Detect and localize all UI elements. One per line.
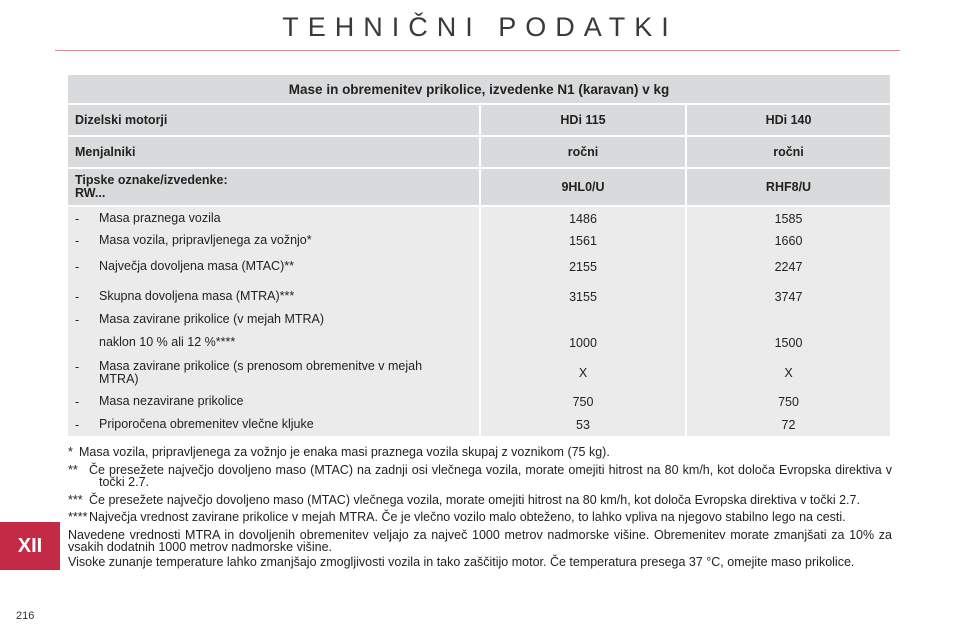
table-row (68, 311, 890, 329)
footnotes (68, 446, 892, 570)
row-value-hdi140 (686, 311, 890, 329)
row-value-hdi140: 1585 (686, 206, 890, 230)
row-value-hdi115: 1000 (480, 329, 686, 357)
footnote-text: Če presežete največjo dovoljeno maso (MTAC) vlečnega vozila, morate omejiti hitrost na 80 km/h, kot določa Evropska direktiva v točki 2.7. (89, 492, 860, 507)
table-row (68, 389, 890, 414)
row-label: Največja dovoljena masa (MTAC)** (99, 259, 294, 273)
row-value-hdi140: 1500 (686, 329, 890, 357)
row-dash: - (75, 418, 80, 432)
header-value-hdi140: RHF8/U (686, 168, 890, 206)
mass-table (68, 75, 890, 436)
table-row (68, 252, 890, 282)
table-row (68, 329, 890, 357)
row-dash: - (75, 211, 80, 226)
footnote (68, 494, 892, 507)
row-label: Masa nezavirane prikolice (99, 393, 244, 408)
row-value-hdi115: X (480, 357, 686, 389)
table-row (68, 414, 890, 436)
table-caption: Mase in obremenitev prikolice, izvedenke N1 (karavan) v kg (68, 75, 890, 104)
row-label-cell (68, 357, 480, 389)
footnote (68, 446, 892, 459)
row-value-hdi140: X (686, 357, 890, 389)
chapter-badge: XII (0, 522, 60, 570)
header-value-hdi140: HDi 140 (686, 104, 890, 136)
row-label: Masa vozila, pripravljenega za vožnjo* (99, 233, 312, 247)
row-value-hdi115: 2155 (480, 252, 686, 282)
header-label: Tipske oznake/izvedenke: RW... (68, 168, 480, 206)
row-label-cell (68, 252, 480, 282)
row-value-hdi140: 2247 (686, 252, 890, 282)
table-header-row (68, 168, 890, 206)
table-row (68, 357, 890, 389)
row-label: Priporočena obremenitev vlečne kljuke (99, 417, 314, 431)
row-dash: - (75, 289, 80, 304)
table-header-row (68, 136, 890, 168)
body-paragraph: Navedene vrednosti MTRA in dovoljenih obremenitev veljajo za največ 1000 metrov nadmorske višine. Obremenitev morate zmanjšati za 10% za vsakih dodatnih 1000 metrov nadmorske višine. (68, 527, 892, 554)
row-value-hdi140: 1660 (686, 230, 890, 252)
row-label-cell (68, 230, 480, 252)
row-label-cell (68, 414, 480, 436)
page-title: TEHNIČNI PODATKI (282, 12, 678, 42)
table-header-row (68, 104, 890, 136)
row-label: Masa zavirane prikolice (v mejah MTRA) (99, 312, 325, 326)
footnote (68, 464, 892, 489)
row-label-cell (68, 329, 480, 357)
row-dash: - (75, 313, 80, 327)
header-value-hdi115: HDi 115 (480, 104, 686, 136)
row-value-hdi115: 1561 (480, 230, 686, 252)
header-label: Dizelski motorji (68, 104, 480, 136)
row-dash: - (75, 394, 80, 409)
row-value-hdi140: 750 (686, 389, 890, 414)
row-value-hdi115: 1486 (480, 206, 686, 230)
row-dash: - (75, 260, 80, 274)
body-paragraph: Visoke zunanje temperature lahko zmanjšajo zmogljivosti vozila in tako zaščitijo motor. Če temperatura presega 37 °C, omejite maso prikolice. (68, 554, 855, 569)
header-value-hdi140: ročni (686, 136, 890, 168)
footnote-text: Največja vrednost zavirane prikolice v mejah MTRA. Če je vlečno vozilo malo obteženo, to lahko vpliva na njegovo stabilno lego na cesti. (89, 510, 846, 524)
title-divider (55, 50, 900, 51)
footnote-marker: ** (68, 462, 78, 477)
table-row (68, 282, 890, 311)
table-row (68, 230, 890, 252)
row-label-cell (68, 206, 480, 230)
footnote-marker: * (68, 445, 73, 459)
row-value-hdi115 (480, 311, 686, 329)
row-dash: - (75, 234, 80, 248)
row-value-hdi140: 3747 (686, 282, 890, 311)
row-label-cell (68, 282, 480, 311)
row-dash: - (75, 360, 80, 374)
table-row (68, 206, 890, 230)
row-value-hdi115: 3155 (480, 282, 686, 311)
footnote-marker: **** (68, 510, 88, 524)
page-number: 216 (16, 610, 35, 622)
row-value-hdi140: 72 (686, 414, 890, 436)
footnote (68, 511, 892, 524)
header-value-hdi115: 9HL0/U (480, 168, 686, 206)
row-label: naklon 10 % ali 12 %**** (99, 335, 236, 349)
header-label: Menjalniki (68, 136, 480, 168)
footnote-text: Če presežete največjo dovoljeno maso (MTAC) na zadnji osi vlečnega vozila, morate omejiti hitrost na 80 km/h, kot določa Evropska direktiva v točki 2.7. (89, 462, 892, 489)
footnote-marker: *** (68, 492, 83, 507)
row-label-cell (68, 311, 480, 329)
row-label-cell (68, 389, 480, 414)
row-label: Masa praznega vozila (99, 210, 221, 225)
footnote-text: Masa vozila, pripravljenega za vožnjo je enaka masi praznega vozila skupaj z voznikom (75 kg). (79, 445, 610, 459)
row-value-hdi115: 750 (480, 389, 686, 414)
row-value-hdi115: 53 (480, 414, 686, 436)
row-label: Masa zavirane prikolice (s prenosom obremenitve v mejah MTRA) (99, 359, 423, 386)
row-label: Skupna dovoljena masa (MTRA)*** (99, 288, 295, 303)
header-value-hdi115: ročni (480, 136, 686, 168)
